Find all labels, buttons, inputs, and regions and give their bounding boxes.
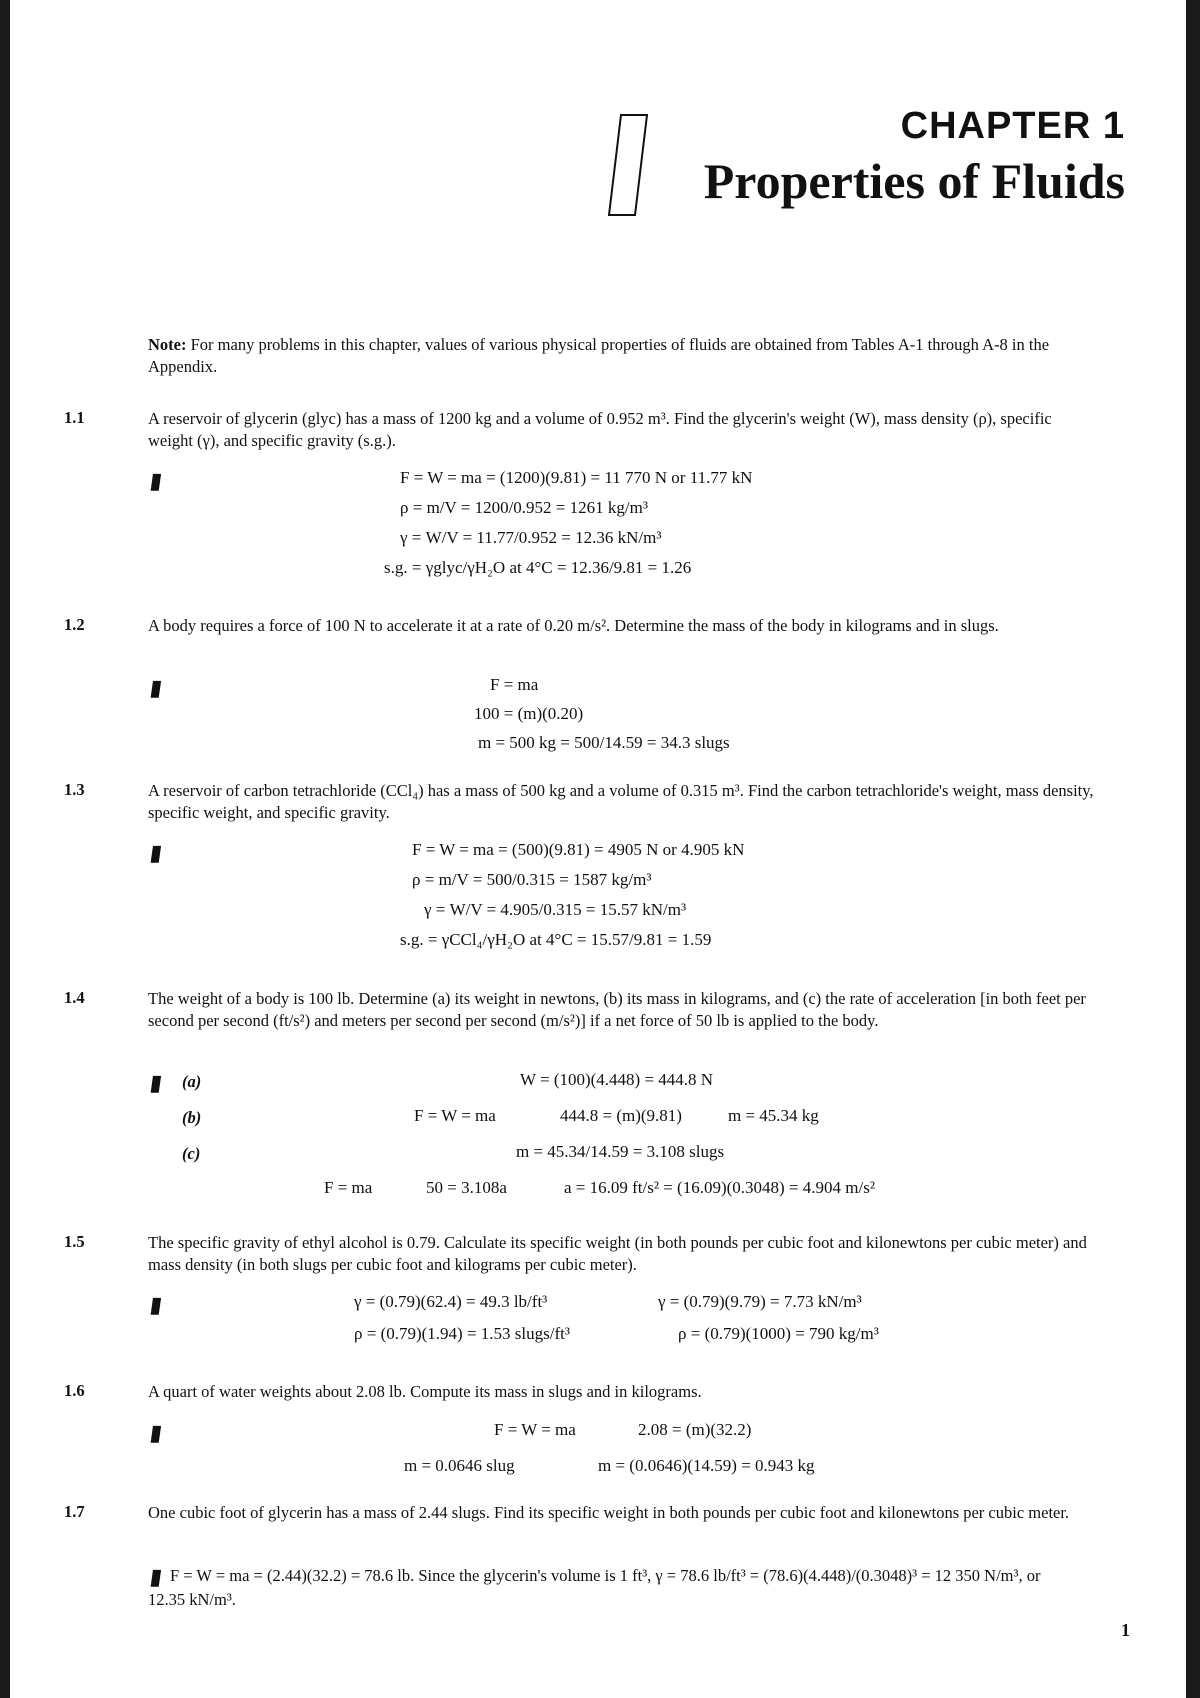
problem-statement: A quart of water weights about 2.08 lb. Compute its mass in slugs and in kilograms. — [148, 1382, 702, 1401]
problem-number: 1.3 — [64, 780, 85, 799]
page-number: 1 — [1121, 1620, 1130, 1640]
scan-edge-right — [1186, 0, 1200, 1698]
solution-line: m = 500 kg = 500/14.59 = 34.3 slugs — [478, 733, 730, 752]
problem-number: 1.7 — [64, 1502, 85, 1521]
solution-line: m = (0.0646)(14.59) = 0.943 kg — [598, 1456, 815, 1475]
solution-line: ρ = m/V = 500/0.315 = 1587 kg/m³ — [412, 870, 652, 889]
solution-line: m = 45.34 kg — [728, 1106, 819, 1125]
chapter-label: CHAPTER 1 — [900, 105, 1125, 147]
solution-line: 100 = (m)(0.20) — [474, 704, 584, 723]
problem-statement: A reservoir of glycerin (glyc) has a mass of 1200 kg and a volume of 0.952 m³. Find the glycerin's weight (W), mass density (ρ), specific weight (γ), and specific gravity (s.g.). — [148, 409, 1052, 450]
problem-number: 1.1 — [64, 408, 85, 427]
solution-marker-icon: ▮ — [148, 840, 164, 865]
solution-marker-icon: ▮ — [148, 1292, 164, 1317]
solution-line: s.g. = γCCl₄/γH₂O at 4°C = 15.57/9.81 = 1.59 — [400, 930, 712, 949]
solution-line: F = ma — [490, 675, 539, 694]
solution-line: ρ = (0.79)(1.94) = 1.53 slugs/ft³ — [354, 1324, 570, 1343]
solution-line: 2.08 = (m)(32.2) — [638, 1420, 752, 1439]
problem-statement: One cubic foot of glycerin has a mass of 2.44 slugs. Find its specific weight in both pounds per cubic foot and kilonewtons per cubic meter. — [148, 1503, 1070, 1522]
solution-line: 444.8 = (m)(9.81) — [560, 1106, 682, 1125]
solution-marker-icon: ▮ — [148, 1564, 164, 1589]
part-label: (c) — [182, 1144, 201, 1163]
scan-edge-left — [0, 0, 10, 1698]
solution-text: F = W = ma = (2.44)(32.2) = 78.6 lb. Since the glycerin's volume is 1 ft³, γ = 78.6 lb/ft³ = (78.6)(4.448)/(0.3048)³ = 12 350 N/m³, or 12.35 kN/m³. — [148, 1566, 1041, 1609]
solution-marker-icon: ▮ — [148, 1070, 164, 1095]
note-label: Note: — [148, 335, 187, 354]
problem-statement: A reservoir of carbon tetrachloride (CCl₄) has a mass of 500 kg and a volume of 0.315 m³. Find the carbon tetrachloride's weight, mass density, specific weight, and specific gravity. — [148, 781, 1094, 822]
part-label: (a) — [182, 1072, 202, 1091]
problem-number: 1.4 — [64, 988, 85, 1007]
chapter-header — [704, 105, 1125, 210]
chapter-note — [148, 334, 1078, 378]
solution-line: s.g. = γglyc/γH₂O at 4°C = 12.36/9.81 = 1.26 — [384, 558, 692, 577]
solution-line: m = 0.0646 slug — [404, 1456, 515, 1475]
problem-number: 1.2 — [64, 615, 85, 634]
solution-line: ρ = m/V = 1200/0.952 = 1261 kg/m³ — [400, 498, 648, 517]
chapter-frame-icon — [607, 113, 649, 217]
solution-marker-icon: ▮ — [148, 1420, 164, 1445]
solution-line: γ = (0.79)(9.79) = 7.73 kN/m³ — [658, 1292, 862, 1311]
part-label: (b) — [182, 1108, 202, 1127]
solution-line: γ = W/V = 4.905/0.315 = 15.57 kN/m³ — [424, 900, 687, 919]
problem-statement: The specific gravity of ethyl alcohol is 0.79. Calculate its specific weight (in both pounds per cubic foot and kilonewtons per cubic meter) and mass density (in both slugs per cubic foot and kilograms per cubic meter). — [148, 1233, 1087, 1274]
solution-line: F = ma — [324, 1178, 373, 1197]
solution-line: F = W = ma — [494, 1420, 576, 1439]
chapter-title: Properties of Fluids — [703, 153, 1125, 209]
solution-line: γ = W/V = 11.77/0.952 = 12.36 kN/m³ — [400, 528, 662, 547]
solution-line: m = 45.34/14.59 = 3.108 slugs — [516, 1142, 725, 1161]
solution-marker-icon: ▮ — [148, 468, 164, 493]
problem-number: 1.6 — [64, 1381, 85, 1400]
solution-line: ρ = (0.79)(1000) = 790 kg/m³ — [678, 1324, 879, 1343]
problem-statement: A body requires a force of 100 N to accelerate it at a rate of 0.20 m/s². Determine the mass of the body in kilograms and in slugs. — [148, 616, 999, 635]
solution-line: F = W = ma — [414, 1106, 496, 1125]
solution-line: W = (100)(4.448) = 444.8 N — [520, 1070, 714, 1089]
solution-line: 50 = 3.108a — [426, 1178, 507, 1197]
solution-line: a = 16.09 ft/s² = (16.09)(0.3048) = 4.904 m/s² — [564, 1178, 875, 1197]
solution-line: γ = (0.79)(62.4) = 49.3 lb/ft³ — [354, 1292, 548, 1311]
problem-number: 1.5 — [64, 1232, 85, 1251]
solution-marker-icon: ▮ — [148, 675, 164, 700]
note-text: For many problems in this chapter, values of various physical properties of fluids are obtained from Tables A-1 through A-8 in the Appendix. — [148, 335, 1050, 376]
solution-line: F = W = ma = (500)(9.81) = 4905 N or 4.905 kN — [412, 840, 745, 859]
problem-statement: The weight of a body is 100 lb. Determine (a) its weight in newtons, (b) its mass in kilograms, and (c) the rate of acceleration [in both feet per second per second (ft/s²) and meters per second per second (m/s²)] if a net force of 50 lb is applied to the body. — [148, 989, 1086, 1030]
solution-line: F = W = ma = (1200)(9.81) = 11 770 N or 11.77 kN — [400, 468, 753, 487]
